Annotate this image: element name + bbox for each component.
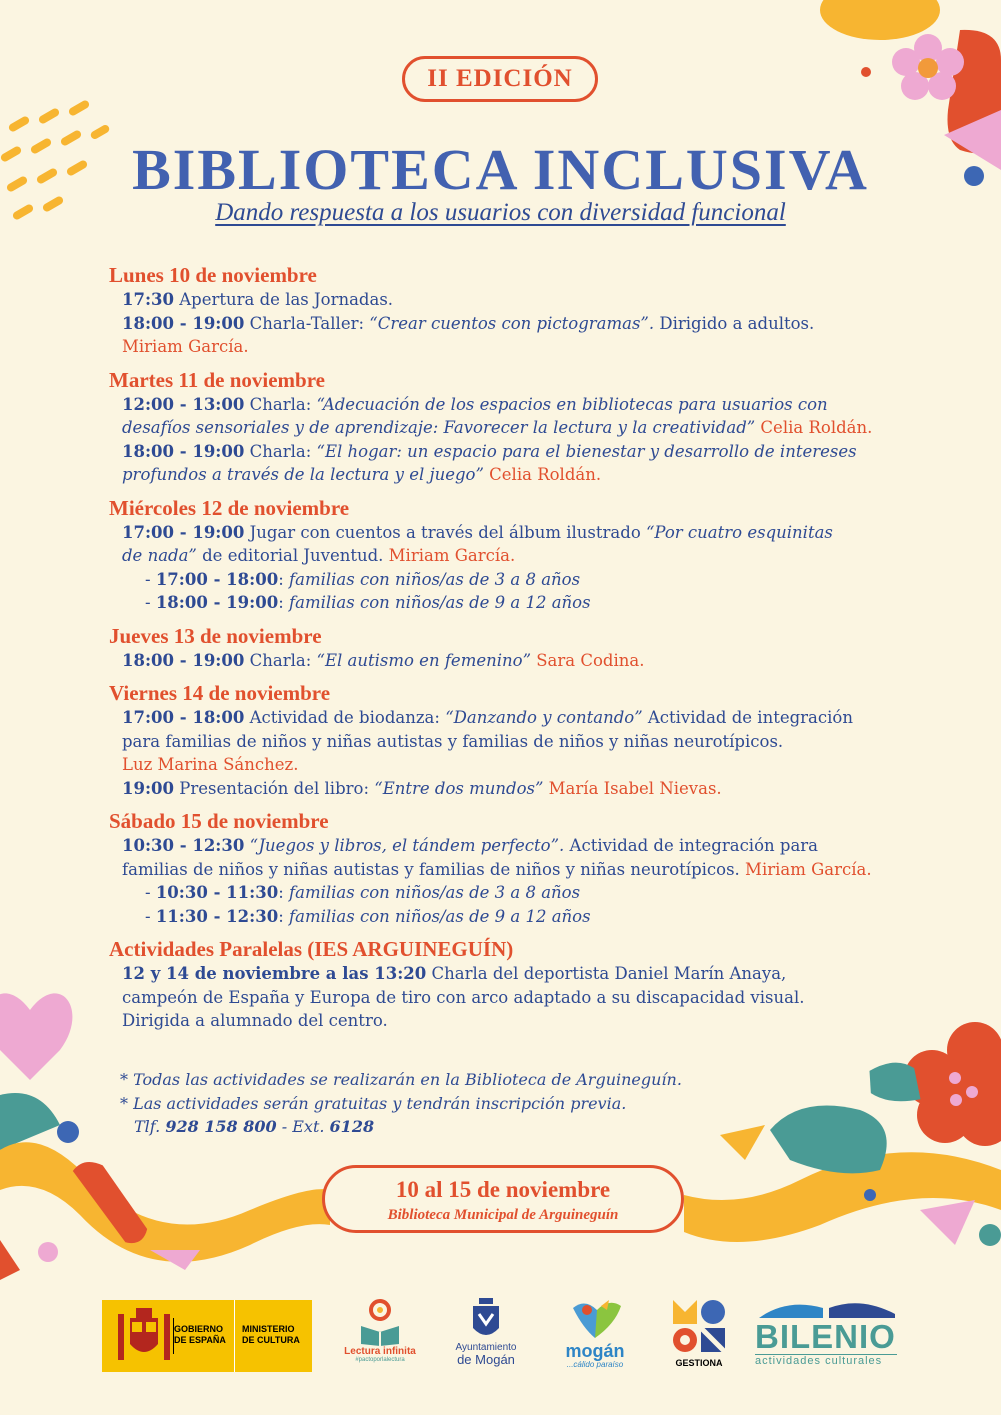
mogan-gestiona-logo: [666, 1298, 732, 1378]
schedule-line: [109, 753, 939, 777]
ayto-text-1: Ayuntamiento: [455, 1342, 517, 1353]
time-text: 10:30 - 11:30: [155, 883, 279, 902]
date-range: 10 al 15 de noviembre: [395, 1177, 611, 1202]
day-section: [109, 262, 939, 359]
line-text: Charla:: [244, 441, 317, 461]
ministerio-text-1: MINISTERIO: [242, 1324, 295, 1334]
schedule-line: [109, 440, 939, 464]
mogan-text: mogán: [565, 1341, 625, 1361]
activity-title: profundos a través de la lectura y el juego”: [122, 465, 484, 484]
schedule-line: [109, 730, 939, 754]
phone-number: 928 158 800: [165, 1117, 277, 1136]
activity-title: “El hogar: un espacio para el bienestar y desarrollo de intereses: [316, 441, 857, 461]
line-text: Charla-Taller:: [244, 313, 370, 333]
schedule-line: [109, 312, 939, 336]
activity-title: “Adecuación de los espacios en bibliotecas para usuarios con: [316, 394, 828, 414]
speaker-name: Celia Roldán.: [483, 465, 602, 484]
time-text: 19:00: [122, 778, 175, 798]
schedule-subitem: [109, 881, 939, 905]
blue-dot-left: [57, 1121, 79, 1143]
activity-title: de nada”: [122, 546, 197, 565]
line-text: :: [278, 593, 290, 612]
gobierno-logo: [102, 1300, 312, 1372]
line-text: Actividad de biodanza:: [244, 708, 446, 727]
red-dot-top: [861, 67, 871, 77]
gobierno-text-2: DE ESPAÑA: [174, 1335, 226, 1345]
speaker-name: María Isabel Nievas.: [543, 778, 722, 798]
time-text: 11:30 - 12:30: [155, 906, 279, 926]
page-subtitle: [0, 199, 1001, 227]
line-text: familias de niños y niñas autistas y familias de niños y niñas neurotípicos.: [122, 859, 746, 879]
time-text: 17:00 - 18:00: [122, 708, 245, 727]
schedule-line: [109, 393, 939, 417]
coat-of-arms-icon: [114, 1304, 174, 1368]
day-section: [109, 680, 939, 800]
yellow-blob-top: [820, 0, 940, 40]
red-flower-icon: [904, 1022, 1001, 1146]
schedule-line: [109, 962, 939, 986]
red-shape-edge-left: [0, 1240, 20, 1280]
line-text: Dirigida a alumnado del centro.: [122, 1011, 388, 1030]
activity-title: “Entre dos mundos”: [374, 778, 544, 798]
speaker-name: Miriam García.: [122, 337, 249, 356]
time-text: 17:00 - 19:00: [122, 522, 245, 542]
gestiona-blocks-icon: [671, 1298, 727, 1354]
line-text: de editorial Juventud.: [196, 546, 389, 565]
schedule-line: [109, 777, 939, 801]
gestiona-text: GESTIONA: [675, 1358, 723, 1368]
ayto-text-2: de Mogán: [457, 1352, 515, 1367]
schedule-line: [109, 649, 939, 673]
ext-number: 6128: [329, 1117, 375, 1136]
schedule-subitem: [109, 905, 939, 929]
schedule-line: [109, 521, 939, 545]
mogan-tag: ...cálido paraíso: [566, 1360, 624, 1369]
line-text: Actividad de integración para: [564, 836, 819, 855]
bilenio-logo: [755, 1298, 905, 1378]
ministerio-text-2: DE CULTURA: [242, 1335, 300, 1345]
schedule-subitem: [109, 568, 939, 592]
line-text: Charla:: [244, 394, 317, 414]
teal-dot-right: [979, 1224, 1001, 1246]
line-text: Apertura de las Jornadas.: [174, 290, 394, 309]
line-text: -: [145, 906, 156, 926]
speaker-name: Miriam García.: [388, 546, 516, 565]
line-text: Actividad de integración: [642, 708, 853, 727]
time-text: 10:30 - 12:30: [122, 836, 245, 855]
speaker-name: Celia Roldán.: [755, 418, 873, 437]
line-text: Charla:: [244, 650, 317, 670]
day-title: Actividades Paralelas (IES ARGUINEGUÍN): [109, 937, 514, 961]
time-text: 12:00 - 13:00: [122, 394, 245, 414]
day-title: Viernes 14 de noviembre: [109, 681, 331, 705]
time-text: 18:00 - 19:00: [155, 593, 279, 612]
activity-title: familias con niños/as de 3 a 8 años: [289, 883, 581, 902]
line-text: -: [145, 883, 156, 902]
teal-shape-left: [0, 1093, 60, 1150]
line-text: Charla del deportista Daniel Marín Anaya,: [426, 964, 787, 983]
municipal-shield-icon: [470, 1298, 502, 1342]
lectura-text: Lectura infinita: [344, 1346, 416, 1357]
gobierno-text-1: GOBIERNO: [174, 1324, 224, 1334]
subtitle-text: Dando respuesta a los usuarios con diversidad funcional: [215, 199, 786, 226]
lectura-infinita-logo: [340, 1296, 420, 1376]
ayuntamiento-logo: [446, 1298, 526, 1378]
pink-flower-icon: [892, 34, 964, 100]
blue-dot-right: [864, 1189, 876, 1201]
speaker-name: Sara Codina.: [531, 650, 645, 670]
edition-badge: II EDICIÓN: [402, 56, 598, 102]
activity-title: familias con niños/as de 3 a 8 años: [289, 569, 581, 589]
schedule-line: [109, 706, 939, 730]
schedule-line: [109, 834, 939, 858]
line-text: -: [145, 593, 156, 612]
day-section: [109, 808, 939, 928]
day-section: [109, 936, 939, 1033]
notes: [120, 1068, 880, 1139]
day-title: Sábado 15 de noviembre: [109, 809, 329, 833]
day-section: [109, 623, 939, 673]
day-title: Martes 11 de noviembre: [109, 367, 325, 392]
schedule-subitem: [109, 591, 939, 615]
book-flower-icon: [355, 1296, 405, 1346]
line-text: Presentación del libro:: [174, 778, 375, 798]
time-text: 18:00 - 19:00: [122, 313, 245, 333]
venue: Biblioteca Municipal de Arguineguín: [387, 1207, 619, 1223]
activity-title: “Danzando y contando”: [445, 708, 643, 727]
lectura-tag: #pactoporlalectura: [355, 1357, 405, 1363]
line-text: :: [278, 906, 290, 926]
line-text: para familias de niños y niñas autistas y familias de niños y niñas neurotípicos.: [122, 731, 784, 751]
line-text: campeón de España y Europa de tiro con arco adaptado a su discapacidad visual.: [122, 987, 805, 1007]
day-section: [109, 367, 939, 487]
speaker-name: Luz Marina Sánchez.: [122, 755, 299, 774]
time-text: 17:00 - 18:00: [155, 569, 279, 589]
phone-label: Tlf.: [134, 1117, 166, 1136]
schedule-line: [109, 986, 939, 1010]
note-phone: [120, 1115, 880, 1139]
line-text: :: [278, 569, 290, 589]
page-title: BIBLIOTECA INCLUSIVA: [132, 137, 869, 202]
activity-title: “Juegos y libros, el tándem perfecto”.: [249, 836, 565, 855]
day-title: Miércoles 12 de noviembre: [109, 495, 350, 520]
schedule-line: [109, 1009, 939, 1033]
schedule-line: [109, 544, 939, 568]
time-text: 18:00 - 19:00: [122, 441, 245, 461]
pink-triangle-right: [920, 1200, 975, 1245]
time-text: 18:00 - 19:00: [122, 650, 245, 670]
schedule-line: [109, 416, 939, 440]
bilenio-tag: actividades culturales: [755, 1354, 897, 1367]
activity-title: familias con niños/as de 9 a 12 años: [289, 593, 591, 612]
day-title: Lunes 10 de noviembre: [109, 263, 317, 287]
line-text: Jugar con cuentos a través del álbum ilustrado: [244, 522, 646, 542]
activity-title: familias con niños/as de 9 a 12 años: [289, 906, 591, 926]
speaker-name: Miriam García.: [745, 859, 872, 879]
activity-title: “Crear cuentos con pictogramas”.: [369, 313, 655, 333]
mogan-logo: [550, 1298, 640, 1378]
activity-title: “El autismo en femenino”: [316, 650, 531, 670]
time-text: 17:30: [122, 290, 175, 309]
bilenio-text: BILENIO: [755, 1318, 896, 1355]
note-registration: * Las actividades serán gratuitas y tendrán inscripción previa.: [120, 1093, 627, 1113]
schedule-line: [109, 335, 939, 359]
ext-label: - Ext.: [276, 1117, 330, 1136]
note-location: * Todas las actividades se realizarán en la Biblioteca de Arguineguín.: [120, 1070, 682, 1089]
schedule-line: [109, 463, 939, 487]
pink-heart-icon: [0, 993, 72, 1080]
schedule-line: [109, 858, 939, 882]
line-text: Dirigido a adultos.: [654, 313, 815, 333]
day-title: Jueves 13 de noviembre: [109, 623, 322, 648]
mogan-bird-icon: [565, 1298, 625, 1342]
activity-title: “Por cuatro esquinitas: [646, 522, 833, 542]
line-text: -: [145, 569, 156, 589]
activity-title: desafíos sensoriales y de aprendizaje: Favorecer la lectura y la creatividad”: [122, 418, 756, 437]
line-text: :: [278, 883, 290, 902]
date-box: [322, 1165, 684, 1233]
bilenio-wave-icon: [757, 1298, 897, 1320]
day-section: [109, 495, 939, 615]
time-text: 12 y 14 de noviembre a las 13:20: [122, 964, 427, 983]
schedule-line: [109, 288, 939, 312]
schedule: [109, 262, 939, 1033]
pink-dot-left: [38, 1242, 58, 1262]
